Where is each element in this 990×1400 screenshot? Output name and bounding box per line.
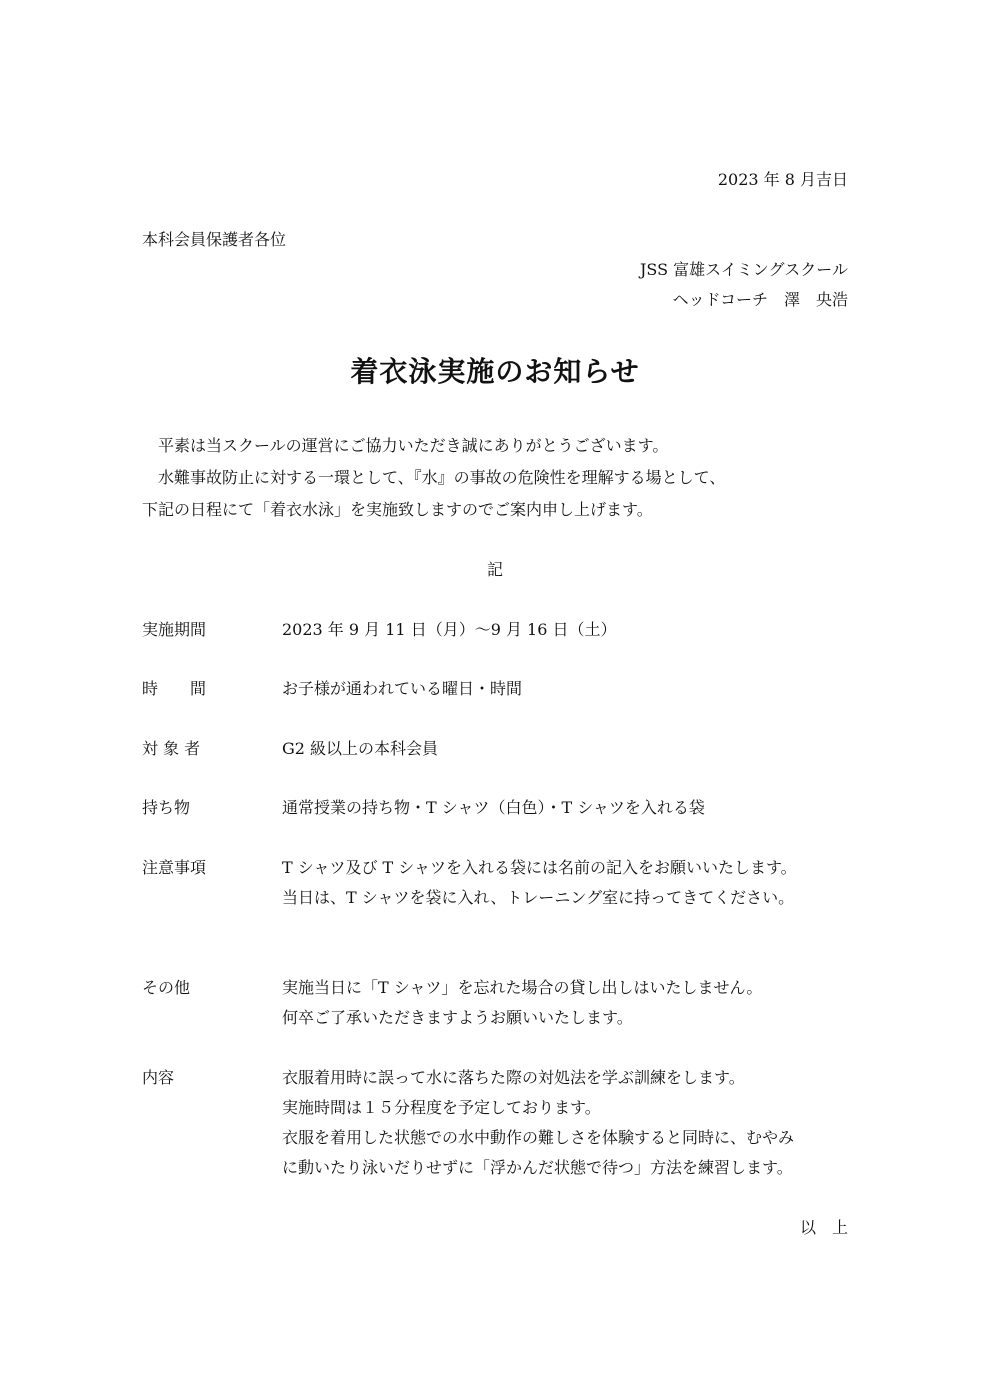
detail-label: 実施期間: [142, 620, 207, 639]
page-title: 着衣泳実施のお知らせ: [350, 355, 640, 388]
detail-line: 通常授業の持ち物・T シャツ（白色）・T シャツを入れる袋: [282, 798, 705, 817]
detail-label: 時 間: [142, 679, 207, 698]
detail-value: [282, 1070, 794, 1190]
detail-line: 何卒ご了承いただきますようお願いいたします。: [282, 1008, 633, 1027]
detail-value: [282, 622, 617, 652]
detail-line: G2 級以上の本科会員: [282, 739, 439, 758]
detail-line: 実施時間は１５分程度を予定しております。: [282, 1098, 601, 1117]
detail-label: 持ち物: [142, 798, 191, 817]
sender-person: ヘッドコーチ 澤 央浩: [672, 290, 848, 309]
ki-marker: 記: [486, 560, 503, 579]
sender-organization: JSS 富雄スイミングスクール: [639, 260, 848, 279]
detail-line: 当日は、T シャツを袋に入れ、トレーニング室に持ってきてください。: [282, 888, 795, 907]
detail-label: 注意事項: [142, 858, 207, 877]
detail-line: 実施当日に「T シャツ」を忘れた場合の貸し出しはいたしません。: [282, 978, 763, 997]
detail-line: 衣服着用時に誤って水に落ちた際の対処法を学ぶ訓練をします。: [282, 1068, 745, 1087]
closing: 以 上: [799, 1218, 848, 1237]
detail-value: [282, 681, 522, 711]
detail-line: に動いたり泳いだりせずに「浮かんだ状態で待つ」方法を練習します。: [282, 1158, 793, 1177]
detail-line: 2023 年 9 月 11 日（月）～9 月 16 日（土）: [282, 620, 617, 639]
intro-line-1: 平素は当スクールの運営にご協力いただき誠にありがとうございます。: [158, 436, 669, 455]
detail-line: T シャツ及び T シャツを入れる袋には名前の記入をお願いいたします。: [282, 858, 797, 877]
recipient: 本科会員保護者各位: [142, 230, 287, 249]
intro-line-3: 下記の日程にて「着衣水泳」を実施致しますのでご案内申し上げます。: [142, 500, 653, 519]
intro-line-2: 水難事故防止に対する一環として、『水』の事故の危険性を理解する場として、: [158, 468, 726, 487]
detail-value: [282, 741, 438, 771]
detail-label: 内容: [142, 1068, 175, 1087]
document-date: 2023 年 8 月吉日: [717, 170, 848, 189]
detail-value: [282, 980, 762, 1040]
detail-line: お子様が通われている曜日・時間: [282, 679, 523, 698]
detail-line: 衣服を着用した状態での水中動作の難しさを体験すると同時に、むやみ: [282, 1128, 795, 1147]
detail-value: [282, 860, 797, 920]
detail-label: その他: [142, 978, 191, 997]
detail-label: 対 象 者: [142, 739, 201, 758]
detail-value: [282, 800, 705, 830]
